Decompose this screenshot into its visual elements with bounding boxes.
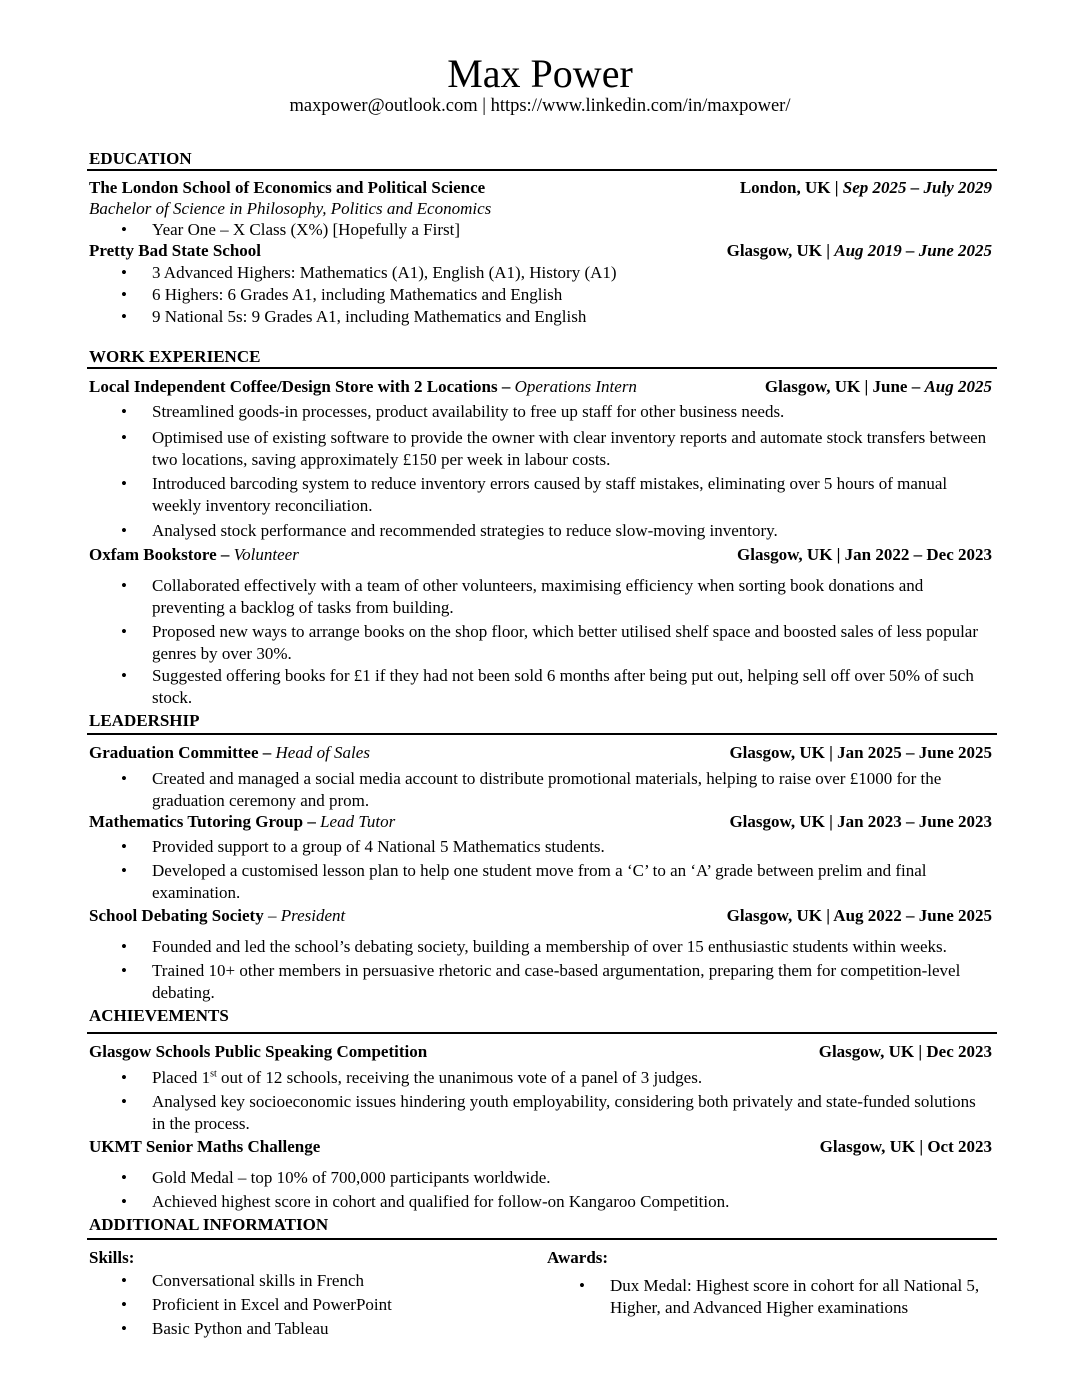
bullet-icon: • <box>121 1295 127 1314</box>
bullet-icon: • <box>121 622 127 641</box>
skills-heading: Skills: <box>89 1248 135 1267</box>
bullet-icon: • <box>121 220 127 239</box>
role: Operations Intern <box>514 377 637 396</box>
location-dates: Glasgow, UK | Jan 2023 – June 2023 <box>729 812 992 831</box>
bullet-icon: • <box>121 474 127 493</box>
section-title-work: WORK EXPERIENCE <box>89 347 261 366</box>
bullet-icon: • <box>121 837 127 856</box>
dates: Aug 2025 <box>924 377 992 396</box>
bullet-icon: • <box>121 402 127 421</box>
dates: Sep 2025 – July 2029 <box>842 178 992 197</box>
bullet-icon: • <box>121 1092 127 1111</box>
entry-header-oxfam <box>89 544 992 565</box>
entry-header-graduation <box>89 742 992 763</box>
degree: Bachelor of Science in Philosophy, Politics and Economics <box>89 199 492 218</box>
section-title-education: EDUCATION <box>89 149 192 168</box>
entry-header-lse <box>89 177 992 198</box>
bullet-icon: • <box>121 666 127 685</box>
bullet-icon: • <box>121 307 127 326</box>
section-divider <box>87 169 997 171</box>
bullet-icon: • <box>121 576 127 595</box>
separator: – <box>263 906 281 925</box>
role: President <box>280 906 346 925</box>
section-title-achievements: ACHIEVEMENTS <box>89 1006 229 1025</box>
entry-header-speaking <box>89 1041 992 1062</box>
bullet-icon: • <box>121 521 127 540</box>
role: Lead Tutor <box>320 812 396 831</box>
section-title-leadership: LEADERSHIP <box>89 711 200 730</box>
org-name: Graduation Committee – <box>89 743 276 762</box>
bullet-icon: • <box>121 1168 127 1187</box>
bullet-icon: • <box>121 861 127 880</box>
entry-header-tutoring <box>89 811 992 832</box>
location-dates: Glasgow, UK | Jan 2022 – Dec 2023 <box>737 545 992 564</box>
bullet-icon: • <box>121 285 127 304</box>
location: London, UK | <box>739 178 843 197</box>
location-dates: Glasgow, UK | Aug 2022 – June 2025 <box>726 906 992 925</box>
bullet-icon: • <box>121 1192 127 1211</box>
org-name: Mathematics Tutoring Group – <box>89 812 321 831</box>
section-divider <box>87 1032 997 1034</box>
contact-line: maxpower@outlook.com | https://www.linkedin.com/in/maxpower/ <box>289 96 791 116</box>
awards-heading: Awards: <box>547 1248 609 1267</box>
org-name: UKMT Senior Maths Challenge <box>89 1137 321 1156</box>
entry-header-coffee <box>89 376 992 397</box>
dates: Aug 2019 – June 2025 <box>834 241 992 260</box>
location: Glasgow, UK | <box>726 241 835 260</box>
entry-header-state-school <box>89 240 992 261</box>
bullet-icon: • <box>121 1319 127 1338</box>
org-name: Local Independent Coffee/Design Store with 2 Locations – <box>89 377 515 396</box>
school-name: The London School of Economics and Political Science <box>89 178 486 197</box>
resume-name: Max Power <box>447 51 633 96</box>
entry-header-ukmt <box>89 1136 992 1157</box>
bullet-icon: • <box>121 769 127 788</box>
bullet-icon: • <box>121 263 127 282</box>
section-divider <box>87 367 997 369</box>
entry-header-debating <box>89 905 992 926</box>
location-dates: Glasgow, UK | Jan 2025 – June 2025 <box>729 743 992 762</box>
location-dates: Glasgow, UK | Dec 2023 <box>818 1042 992 1061</box>
org-name: Glasgow Schools Public Speaking Competition <box>89 1042 428 1061</box>
section-title-additional: ADDITIONAL INFORMATION <box>89 1215 329 1234</box>
org-name: School Debating Society <box>89 906 264 925</box>
bullet-icon: • <box>121 937 127 956</box>
bullet-icon: • <box>579 1276 585 1295</box>
bullet-icon: • <box>121 428 127 447</box>
location-dates: Glasgow, UK | Oct 2023 <box>819 1137 992 1156</box>
bullet-icon: • <box>121 1271 127 1290</box>
location: Glasgow, UK | June – <box>764 377 925 396</box>
org-name: Oxfam Bookstore – <box>89 545 234 564</box>
bullet-icon: • <box>121 961 127 980</box>
bullet-icon: • <box>121 1068 127 1087</box>
section-divider <box>87 1238 997 1240</box>
role: Volunteer <box>233 545 299 564</box>
role: Head of Sales <box>275 743 370 762</box>
section-divider <box>87 733 997 735</box>
school-name: Pretty Bad State School <box>89 241 262 260</box>
